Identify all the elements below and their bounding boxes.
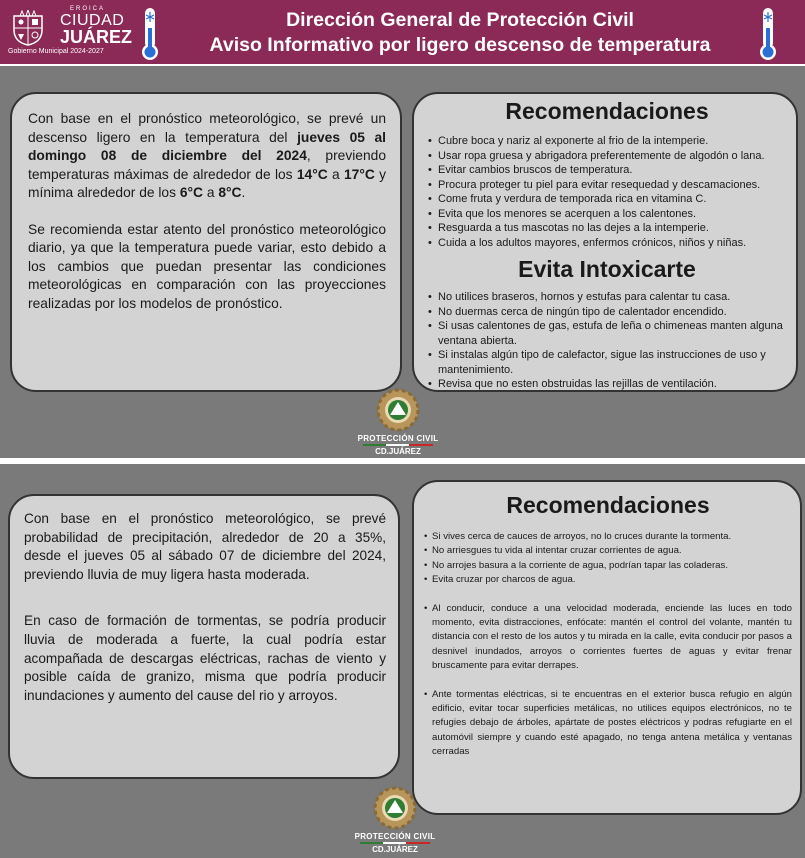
flag-stripe [360, 842, 430, 844]
list-item: • Ante tormentas eléctricas, si te encuentras en el exterior busca refugio en algún edificio, evitar tocar superficies metálicas, no utilices equipos electrónicos, no te refugies debajo de árboles, apártate de postes eléctricos y podras refugiarte en el automóvil siempre y cuando esté apagado, no tenga antena metálica y ventanas cerradas [424, 688, 792, 760]
rain-paragraph-1: Con base en el pronóstico meteorológico, se prevé probabilidad de precipitación, alrededor de 20 a 35%, desde el jueves 05 al sábado 07 de diciembre del 2024, previendo lluvia de muy ligera hasta moderada. [24, 511, 386, 582]
proteccion-civil-city: CD.JUÁREZ [372, 845, 418, 854]
list-item: • No utilices braseros, hornos y estufas para calentar tu casa. [428, 290, 786, 305]
list-item: • No duermas cerca de ningún tipo de calentador encendido. [428, 305, 786, 320]
page-title [170, 8, 750, 58]
list-item: • Resguarda a tus mascotas no las dejes a la intemperie. [428, 221, 786, 236]
rain-recommendations-title: Recomendaciones [506, 492, 710, 518]
title-line2: Aviso Informativo por ligero descenso de temperatura [209, 34, 711, 56]
rain-list-waterways [424, 530, 792, 588]
list-item: • Cubre boca y nariz al exponerte al frio de la intemperie. [428, 134, 786, 149]
logo-gobierno: Gobierno Municipal 2024-2027 [8, 48, 104, 55]
thermometer-icon [138, 6, 162, 62]
rain-forecast-text [24, 510, 386, 705]
ciudad-juarez-logo [8, 4, 133, 60]
list-item: • No arriesgues tu vida al intentar cruzar corrientes de agua. [424, 544, 792, 558]
list-item: • Revisa que no esten obstruidas las rejillas de ventilación. [428, 377, 786, 392]
recommendations-card-rain [412, 480, 802, 815]
logo-juarez: JUÁREZ [60, 27, 133, 47]
list-item: • Evita que los menores se acerquen a los calentones. [428, 207, 786, 222]
list-item: • No arrojes basura a la corriente de agua, podrían tapar las coladeras. [424, 559, 792, 573]
logo-ciudad: CIUDAD [60, 12, 125, 29]
proteccion-civil-city: CD.JUÁREZ [375, 447, 421, 456]
list-item: • Cuida a los adultos mayores, enfermos crónicos, niños y niñas. [428, 236, 786, 251]
recommendations-card-cold [412, 92, 798, 392]
list-item: • Al conducir, conduce a una velocidad moderada, enciende las luces en todo momento, evita distracciones, enfócate: mantén el control del volante, mantén tu distancia con el resto de los autos y tu mirada en la calle, evita conducir por pasos a desnivel inundados, arroyos o corrientes fuertes de aguas y evitar frenar bruscamente para evitar derrapes. [424, 602, 792, 674]
list-item: • Evitar cambios bruscos de temperatura. [428, 163, 786, 178]
forecast-text [28, 110, 386, 313]
recommendations-list [428, 134, 786, 250]
list-item: • Procura proteger tu piel para evitar resequedad y descamaciones. [428, 178, 786, 193]
intoxication-list [428, 290, 786, 392]
forecast-paragraph-2: Se recomienda estar atento del pronóstico meteorológico diario, ya que la temperatura puede variar, esto debido a los cambios que puedan presentar las condiciones meteorológicas en comparación con las proyecciones realizadas por los modelos de pronóstico. [28, 221, 386, 311]
forecast-card-temperature [10, 92, 402, 392]
list-item: • Evita cruzar por charcos de agua. [424, 573, 792, 587]
list-item: • Si instalas algún tipo de calefactor, sigue las instrucciones de uso y mantenimiento. [428, 348, 786, 377]
forecast-paragraph-1: Con base en el pronóstico meteorológico, se prevé un descenso ligero en la temperatura del jueves 05 al domingo 08 de diciembre del 2024, previendo temperaturas máximas de alrededor de los 14°C a 17°C y mínima alrededor de los 6°C a 8°C. [28, 111, 386, 200]
rain-list-driving [424, 602, 792, 674]
list-item: • Come fruta y verdura de temporada rica en vitamina C. [428, 192, 786, 207]
intoxication-title: Evita Intoxicarte [518, 256, 696, 282]
recommendations-title: Recomendaciones [505, 98, 709, 124]
header-banner [0, 0, 805, 66]
list-item: • Si usas calentones de gas, estufa de leña o chimeneas manten alguna ventana abierta. [428, 319, 786, 348]
flag-stripe [363, 444, 433, 446]
proteccion-civil-name: PROTECCIÓN CIVIL [354, 832, 436, 841]
protection-civil-emblem-icon [373, 786, 417, 830]
thermometer-icon [756, 6, 780, 62]
title-line1: Dirección General de Protección Civil [286, 9, 634, 31]
logo-eroica: EROICA [70, 6, 106, 12]
proteccion-civil-name: PROTECCIÓN CIVIL [357, 434, 439, 443]
protection-civil-emblem-icon [376, 388, 420, 432]
rain-paragraph-2: En caso de formación de tormentas, se podría producir lluvia de moderada a fuerte, la cual podría estar acompañada de descargas eléctricas, rachas de viento y posible caída de granizo, misma que podría producir inundaciones y aumento del cause del rio y arroyos. [24, 613, 386, 703]
forecast-card-rain [8, 494, 400, 779]
list-item: • Si vives cerca de cauces de arroyos, no lo cruces durante la tormenta. [424, 530, 792, 544]
list-item: • Usar ropa gruesa y abrigadora preferentemente de algodón o lana. [428, 149, 786, 164]
proteccion-civil-logo [348, 388, 448, 456]
proteccion-civil-logo [345, 786, 445, 854]
rain-list-storms [424, 688, 792, 760]
crest-icon [10, 10, 46, 46]
